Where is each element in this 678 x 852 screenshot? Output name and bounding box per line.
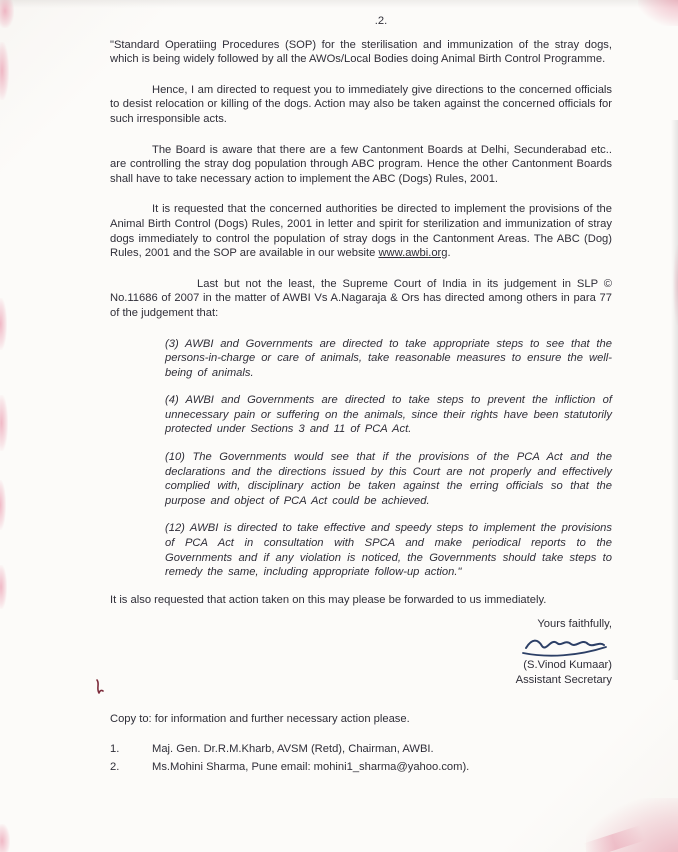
letter-body (110, 14, 612, 777)
scan-smudge (0, 0, 14, 28)
signatory-name: (S.Vinod Kumaar) (523, 659, 612, 672)
judgement-quote-12: (12) AWBI is directed to take effective and speedy steps to implement the provisions of PCA Act in consultation with SPCA and make periodical reports to the Governments and if any violation is noticed, the Governments should take steps to remedy the same, including appropriate follow-up action." (165, 522, 612, 579)
item-text: Maj. Gen. Dr.R.M.Kharb, AVSM (Retd), Chairman, AWBI. (152, 743, 434, 755)
judgement-quote-4: (4) AWBI and Governments are directed to take steps to prevent the infliction of unnecessary pain or suffering on the animals, since their rights have been statutorily protected under Sections 3 and 11 of PCA Act. (165, 394, 612, 436)
page-number: .2. (374, 15, 388, 27)
scan-smudge (586, 798, 678, 852)
paragraph-sop: "Standard Operatiing Procedures (SOP) for the sterilisation and immunization of the stray dogs, which is being widely followed by all the AWOs/Local Bodies doing Animal Birth Control Programme. (110, 38, 612, 66)
scan-smudge (0, 480, 6, 530)
scan-smudge (0, 395, 8, 451)
scan-smudge (0, 42, 9, 100)
paragraph-abc-rules-text: It is requested that the concerned authorities be directed to implement the provisions of the Animal Birth Control (Dogs) Rules, 2001 in letter and spirit for sterilization and immunization of stray dogs immediately to control the population of stray dogs in the Cantonment Areas. The ABC (Dog) Rules, 2001 and the SOP are available in our website (110, 203, 612, 260)
scan-smudge (673, 245, 678, 325)
item-text: Ms.Mohini Sharma, Pune email: mohini1_sharma@yahoo.com). (152, 760, 470, 773)
signatory-title: Assistant Secretary (515, 674, 612, 687)
scan-smudge (0, 565, 7, 609)
valediction: Yours faithfully, (537, 618, 612, 631)
copy-to-header: Copy to: for information and further necessary action please. (110, 713, 410, 726)
scan-smudge (583, 825, 645, 852)
judgement-quote-3: (3) AWBI and Governments are directed to take appropriate steps to see that the persons-in-charge or care of animals, take reasonable measures to ensure the well-being of animals. (165, 337, 612, 379)
scan-smudge (0, 824, 10, 852)
scan-shade-right (671, 120, 678, 680)
copy-list-item (110, 760, 612, 775)
item-number: 2. (110, 760, 120, 773)
judgement-quote-10: (10) The Governments would see that if the provisions of the PCA Act and the declarations and the directions issued by this Court are not properly and effectively complied with, disciplinary action be taken against the erring officials so that the purpose and object of PCA Act could be achieved. (165, 451, 612, 507)
scan-shade-top (0, 0, 678, 8)
closing-request: It is also requested that action taken on this may please be forwarded to us immediately. (110, 593, 547, 606)
pen-mark (92, 678, 106, 696)
copy-list-item (110, 742, 612, 757)
signature-block (110, 617, 612, 688)
paragraph-supreme-court: Last but not the least, the Supreme Court of India in its judgement in SLP © No.11686 of 2007 in the matter of AWBI Vs A.Nagaraja & Ors has directed among others in para 77 of the judgement that: (110, 277, 612, 319)
scan-smudge (638, 0, 678, 26)
scan-smudge (0, 298, 7, 350)
website-link: www.awbi.org (378, 247, 448, 260)
paragraph-abc-rules-period: . (447, 247, 451, 260)
handwritten-signature (520, 634, 608, 658)
paragraph-abc-rules (110, 202, 612, 260)
copy-list (110, 742, 612, 774)
paragraph-directions: Hence, I am directed to request you to immediately give directions to the concerned officials to desist relocation or killing of the dogs. Action may also be taken against the concerned officials for such irresponsible acts. (110, 83, 612, 125)
item-number: 1. (110, 743, 120, 755)
paragraph-cantonment-boards: The Board is aware that there are a few Cantonment Boards at Delhi, Secunderabad etc.. are controlling the stray dog population through ABC program. Hence the other Cantonment Boards shall have to take necessary action to implement the ABC (Dogs) Rules, 2001. (110, 143, 612, 185)
